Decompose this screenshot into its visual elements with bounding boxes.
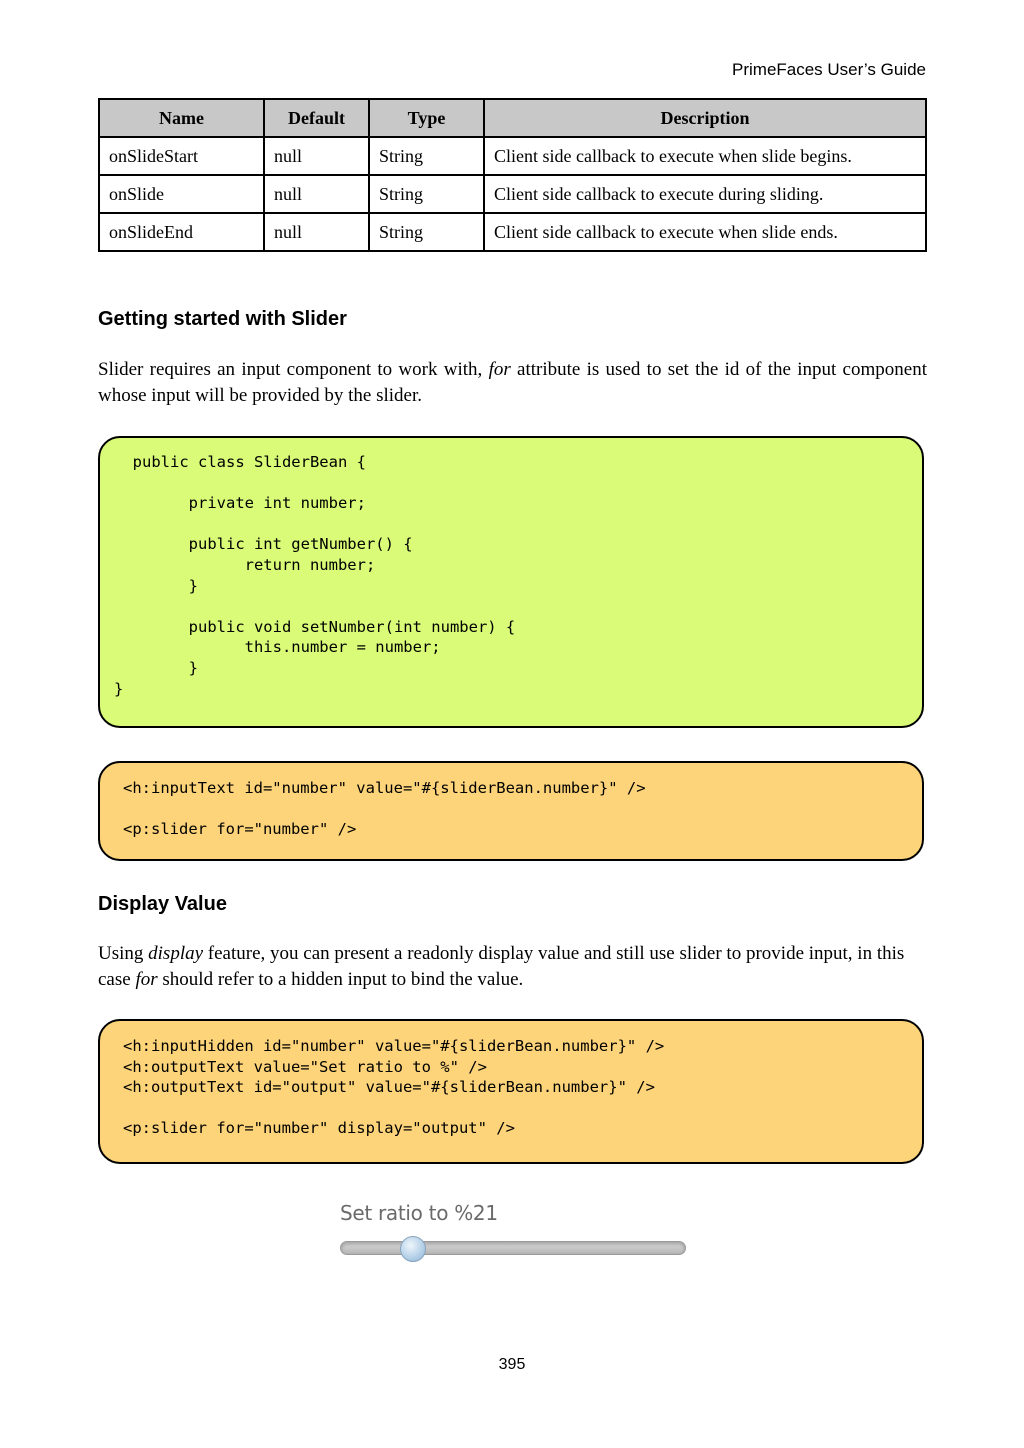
intro-text-part1: Slider requires an input component to work with, bbox=[98, 359, 489, 380]
cell-name: onSlide bbox=[99, 175, 264, 213]
intro-text-part2: attribute is used to set the id of the input component whose input will be provided by the slider. bbox=[98, 359, 927, 406]
slider-handle[interactable] bbox=[400, 1236, 426, 1262]
xhtml-basic-code: <h:inputText id="number" value="#{sliderBean.number}" /> <p:slider for="number" /> bbox=[123, 779, 646, 839]
running-header: PrimeFaces User’s Guide bbox=[732, 60, 926, 79]
cell-description: Client side callback to execute when slide begins. bbox=[484, 137, 926, 175]
java-code-block bbox=[98, 436, 924, 728]
display-text-part1: Using bbox=[98, 943, 149, 964]
cell-default: null bbox=[264, 213, 369, 251]
xhtml-basic-code-block bbox=[98, 761, 924, 861]
cell-description: Client side callback to execute during sliding. bbox=[484, 175, 926, 213]
slider-track[interactable] bbox=[340, 1241, 686, 1255]
table-header-row bbox=[99, 99, 926, 137]
page-number: 395 bbox=[498, 1356, 526, 1373]
display-text-part3: should refer to a hidden input to bind the value. bbox=[157, 969, 524, 990]
attributes-table bbox=[98, 98, 927, 252]
cell-default: null bbox=[264, 175, 369, 213]
java-code: public class SliderBean { private int number; public int getNumber() { return number; } public void setNumber(int number) { this.number = number; } } bbox=[114, 453, 516, 698]
column-header-description: Description bbox=[484, 99, 926, 137]
cell-type: String bbox=[369, 137, 484, 175]
column-header-default: Default bbox=[264, 99, 369, 137]
display-paragraph bbox=[98, 941, 927, 993]
display-text-part2: feature, you can present a readonly display value and still use slider to provide input, in this case bbox=[98, 943, 905, 990]
display-emphasis-for: for bbox=[135, 969, 158, 990]
section-heading-getting-started: Getting started with Slider bbox=[98, 308, 347, 330]
table-row bbox=[99, 213, 926, 251]
cell-description: Client side callback to execute when slide ends. bbox=[484, 213, 926, 251]
column-header-name: Name bbox=[99, 99, 264, 137]
intro-paragraph bbox=[98, 357, 927, 409]
cell-name: onSlideEnd bbox=[99, 213, 264, 251]
slider-display-label: Set ratio to %21 bbox=[340, 1201, 498, 1225]
xhtml-display-code-block bbox=[98, 1019, 924, 1164]
cell-type: String bbox=[369, 175, 484, 213]
section-heading-display-value: Display Value bbox=[98, 893, 227, 915]
xhtml-display-code: <h:inputHidden id="number" value="#{sliderBean.number}" /> <h:outputText value="Set ratio to %" /> <h:outputText id="output" value="#{sliderBean.number}" /> <p:slider for="number" display="output" /> bbox=[123, 1037, 665, 1138]
cell-name: onSlideStart bbox=[99, 137, 264, 175]
cell-type: String bbox=[369, 213, 484, 251]
display-emphasis-display: display bbox=[148, 943, 204, 964]
table-row bbox=[99, 137, 926, 175]
intro-emphasis-for: for bbox=[488, 359, 511, 380]
column-header-type: Type bbox=[369, 99, 484, 137]
cell-default: null bbox=[264, 137, 369, 175]
table-row bbox=[99, 175, 926, 213]
